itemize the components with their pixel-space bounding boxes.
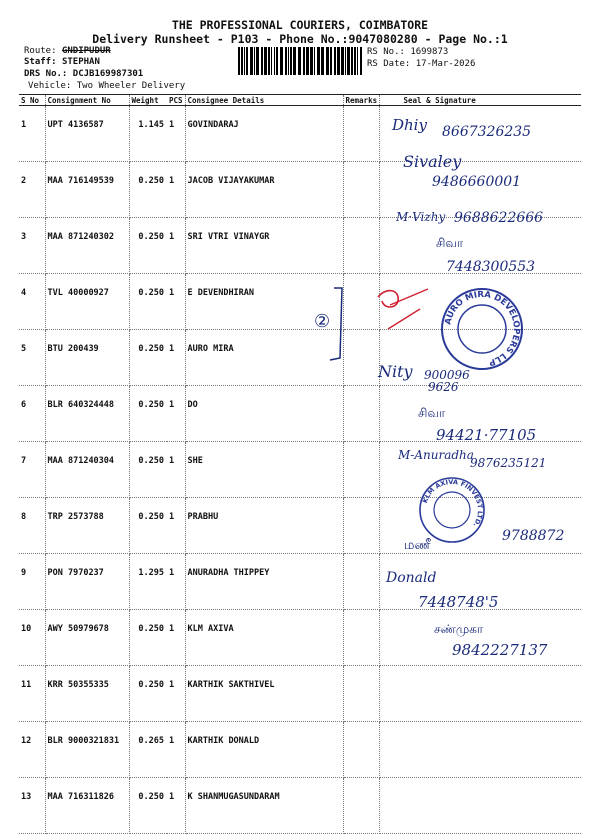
table-row	[19, 778, 581, 834]
barcode-bar	[347, 47, 350, 75]
signature-7: Nity	[378, 362, 413, 381]
barcode-bar	[241, 47, 243, 75]
svg-text:AURO MIRA DEVELOPERS LLP	[443, 290, 521, 367]
cell-consignee: KARTHIK DONALD	[185, 722, 343, 778]
cell-consignee: ANURADHA THIPPEY	[185, 554, 343, 610]
barcode-bar	[321, 47, 324, 75]
cell-sno: 1	[19, 106, 45, 162]
barcode-bar	[360, 47, 362, 75]
cell-consignment: TRP 2573788	[45, 498, 129, 554]
cell-sno: 9	[19, 554, 45, 610]
phone-1: 8667326235	[442, 124, 532, 140]
cell-remarks	[343, 666, 379, 722]
cell-pcs: 1	[167, 778, 185, 834]
rs-date: RS Date: 17-Mar-2026	[367, 59, 476, 69]
table-header-row	[19, 95, 581, 106]
cell-sno: 4	[19, 274, 45, 330]
cell-consignment: PON 7970237	[45, 554, 129, 610]
signature-2: Sivaley	[403, 152, 462, 171]
cell-consignment: MAA 871240304	[45, 442, 129, 498]
cell-consignment: AWY 50979678	[45, 610, 129, 666]
route-label: Route:	[24, 46, 57, 56]
barcode-bar	[317, 47, 320, 75]
cell-consignment: BLR 9000321831	[45, 722, 129, 778]
cell-pcs: 1	[167, 498, 185, 554]
cell-sno: 12	[19, 722, 45, 778]
klm-seal-text: KLM AXIVA FINVEST LTD.	[421, 477, 485, 529]
phone-4: 7448300553	[446, 259, 536, 275]
phone-8: 94421·77105	[436, 426, 537, 444]
barcode-bar	[345, 47, 346, 75]
cell-seal-signature	[379, 722, 581, 778]
drs-line	[24, 69, 143, 79]
cell-consignee: PRABHU	[185, 498, 343, 554]
barcode-bar	[276, 47, 278, 75]
phone-7b: 9626	[428, 380, 459, 394]
cell-consignee: AURO MIRA	[185, 330, 343, 386]
barcode-bar	[288, 47, 289, 75]
barcode	[238, 47, 364, 75]
cell-consignment: MAA 871240302	[45, 218, 129, 274]
barcode-bar	[274, 47, 275, 75]
cell-remarks	[343, 218, 379, 274]
barcode-bar	[268, 47, 270, 75]
route-value: GNDIPUDUR	[61, 46, 111, 56]
cell-consignment: KRR 50355335	[45, 666, 129, 722]
signature-3: M·Vizhy	[396, 210, 446, 224]
phone-11: 9788872	[502, 528, 565, 544]
barcode-bar	[351, 47, 353, 75]
table-row	[19, 498, 581, 554]
barcode-bar	[303, 47, 305, 75]
cell-weight: 0.250	[129, 778, 167, 834]
cell-pcs: 1	[167, 218, 185, 274]
phone-13: 9842227137	[452, 641, 548, 659]
cell-pcs: 1	[167, 162, 185, 218]
barcode-bar	[293, 47, 296, 75]
cell-remarks	[343, 778, 379, 834]
cell-sno: 10	[19, 610, 45, 666]
staff-label: Staff:	[24, 57, 57, 67]
table-row	[19, 666, 581, 722]
drs-label: DRS No.:	[24, 69, 68, 79]
cell-remarks	[343, 442, 379, 498]
cell-pcs: 1	[167, 442, 185, 498]
cell-weight: 0.250	[129, 162, 167, 218]
route-line	[24, 46, 111, 56]
cell-remarks	[343, 162, 379, 218]
col-seal: Seal & Signature	[379, 95, 581, 106]
cell-pcs: 1	[167, 666, 185, 722]
barcode-bar	[334, 47, 336, 75]
cell-pcs: 1	[167, 386, 185, 442]
cell-remarks	[343, 386, 379, 442]
barcode-bar	[238, 47, 240, 75]
phone-9: 9876235121	[470, 456, 547, 470]
barcode-bar	[261, 47, 263, 75]
cell-remarks	[343, 498, 379, 554]
row6-circled-mark: ②	[314, 311, 331, 332]
cell-weight: 0.250	[129, 498, 167, 554]
cell-consignee: K SHANMUGASUNDARAM	[185, 778, 343, 834]
rs-number: RS No.: 1699873	[367, 47, 449, 57]
col-weight: Weight	[129, 95, 167, 106]
barcode-bar	[264, 47, 267, 75]
company-title: THE PROFESSIONAL COURIERS, COIMBATORE	[171, 18, 429, 32]
cell-weight: 1.145	[129, 106, 167, 162]
barcode-bar	[250, 47, 253, 75]
barcode-bar	[244, 47, 245, 75]
cell-consignee: JACOB VIJAYAKUMAR	[185, 162, 343, 218]
drs-value: DCJB169987301	[72, 69, 144, 79]
cell-sno: 7	[19, 442, 45, 498]
cell-weight: 0.265	[129, 722, 167, 778]
cell-pcs: 1	[167, 610, 185, 666]
cell-sno: 13	[19, 778, 45, 834]
cell-consignment: UPT 4136587	[45, 106, 129, 162]
col-sno: S No	[19, 95, 45, 106]
cell-consignment: TVL 40000927	[45, 274, 129, 330]
barcode-bar	[306, 47, 309, 75]
red-scribble-mark	[368, 283, 438, 343]
phone-7a: 900096	[424, 368, 470, 382]
phone-2: 9486660001	[432, 174, 522, 190]
cell-weight: 1.295	[129, 554, 167, 610]
signature-9: M-Anuradha	[398, 448, 474, 462]
vehicle-line: Vehicle: Two Wheeler Delivery	[28, 81, 186, 91]
cell-sno: 3	[19, 218, 45, 274]
auro-mira-seal-stamp	[440, 287, 524, 371]
cell-sno: 6	[19, 386, 45, 442]
cell-pcs: 1	[167, 330, 185, 386]
phone-3: 9688622666	[454, 210, 544, 226]
cell-pcs: 1	[167, 554, 185, 610]
signature-4: சிவா	[436, 236, 464, 250]
col-pcs: PCS	[167, 95, 185, 106]
klm-axiva-seal-stamp	[418, 476, 486, 544]
col-consignment: Consignment No	[45, 95, 129, 106]
cell-consignment: MAA 716311826	[45, 778, 129, 834]
barcode-bar	[310, 47, 313, 75]
signature-13: சண்முகா	[434, 622, 484, 636]
cell-consignee: KARTHIK SAKTHIVEL	[185, 666, 343, 722]
runsheet-title: Delivery Runsheet - P103 - Phone No.:9047080280 - Page No.:1	[92, 32, 508, 46]
col-consignee: Consignee Details	[185, 95, 343, 106]
cell-remarks	[343, 722, 379, 778]
cell-remarks	[343, 554, 379, 610]
cell-consignee: E DEVENDHIRAN	[185, 274, 343, 330]
barcode-bar	[256, 47, 259, 75]
barcode-bar	[326, 47, 329, 75]
cell-weight: 0.250	[129, 218, 167, 274]
barcode-bar	[290, 47, 292, 75]
cell-consignee: DO	[185, 386, 343, 442]
cell-sno: 8	[19, 498, 45, 554]
signature-11: மணீ	[404, 538, 431, 553]
barcode-bar	[341, 47, 344, 75]
cell-weight: 0.250	[129, 274, 167, 330]
col-remarks: Remarks	[343, 95, 379, 106]
cell-remarks	[343, 106, 379, 162]
barcode-bar	[314, 47, 315, 75]
cell-weight: 0.250	[129, 666, 167, 722]
cell-weight: 0.250	[129, 610, 167, 666]
signature-12: Donald	[386, 570, 437, 586]
barcode-bar	[285, 47, 287, 75]
barcode-bar	[246, 47, 248, 75]
signature-1: Dhiy	[392, 116, 427, 134]
barcode-bar	[354, 47, 356, 75]
cell-weight: 0.250	[129, 386, 167, 442]
barcode-bar	[298, 47, 301, 75]
auro-seal-text: AURO MIRA DEVELOPERS LLP	[443, 289, 522, 368]
cell-sno: 11	[19, 666, 45, 722]
staff-value: STEPHAN	[61, 57, 100, 67]
cell-pcs: 1	[167, 722, 185, 778]
cell-seal-signature	[379, 778, 581, 834]
cell-consignment: BTU 200439	[45, 330, 129, 386]
phone-12: 7448748'5	[418, 593, 499, 611]
cell-remarks	[343, 610, 379, 666]
table-row	[19, 722, 581, 778]
cell-consignee: GOVINDARAJ	[185, 106, 343, 162]
signature-8: சிவா	[418, 406, 446, 420]
cell-consignment: BLR 640324448	[45, 386, 129, 442]
staff-line	[24, 57, 100, 67]
barcode-bar	[330, 47, 332, 75]
barcode-bar	[254, 47, 255, 75]
cell-pcs: 1	[167, 106, 185, 162]
cell-consignment: MAA 716149539	[45, 162, 129, 218]
cell-weight: 0.250	[129, 442, 167, 498]
barcode-bar	[280, 47, 283, 75]
cell-consignee: SHE	[185, 442, 343, 498]
cell-sno: 5	[19, 330, 45, 386]
cell-pcs: 1	[167, 274, 185, 330]
cell-consignee: KLM AXIVA	[185, 610, 343, 666]
barcode-bar	[337, 47, 340, 75]
barcode-bar	[271, 47, 272, 75]
cell-sno: 2	[19, 162, 45, 218]
cell-seal-signature	[379, 666, 581, 722]
cell-consignee: SRI VTRI VINAYGR	[185, 218, 343, 274]
cell-weight: 0.250	[129, 330, 167, 386]
barcode-bar	[357, 47, 358, 75]
